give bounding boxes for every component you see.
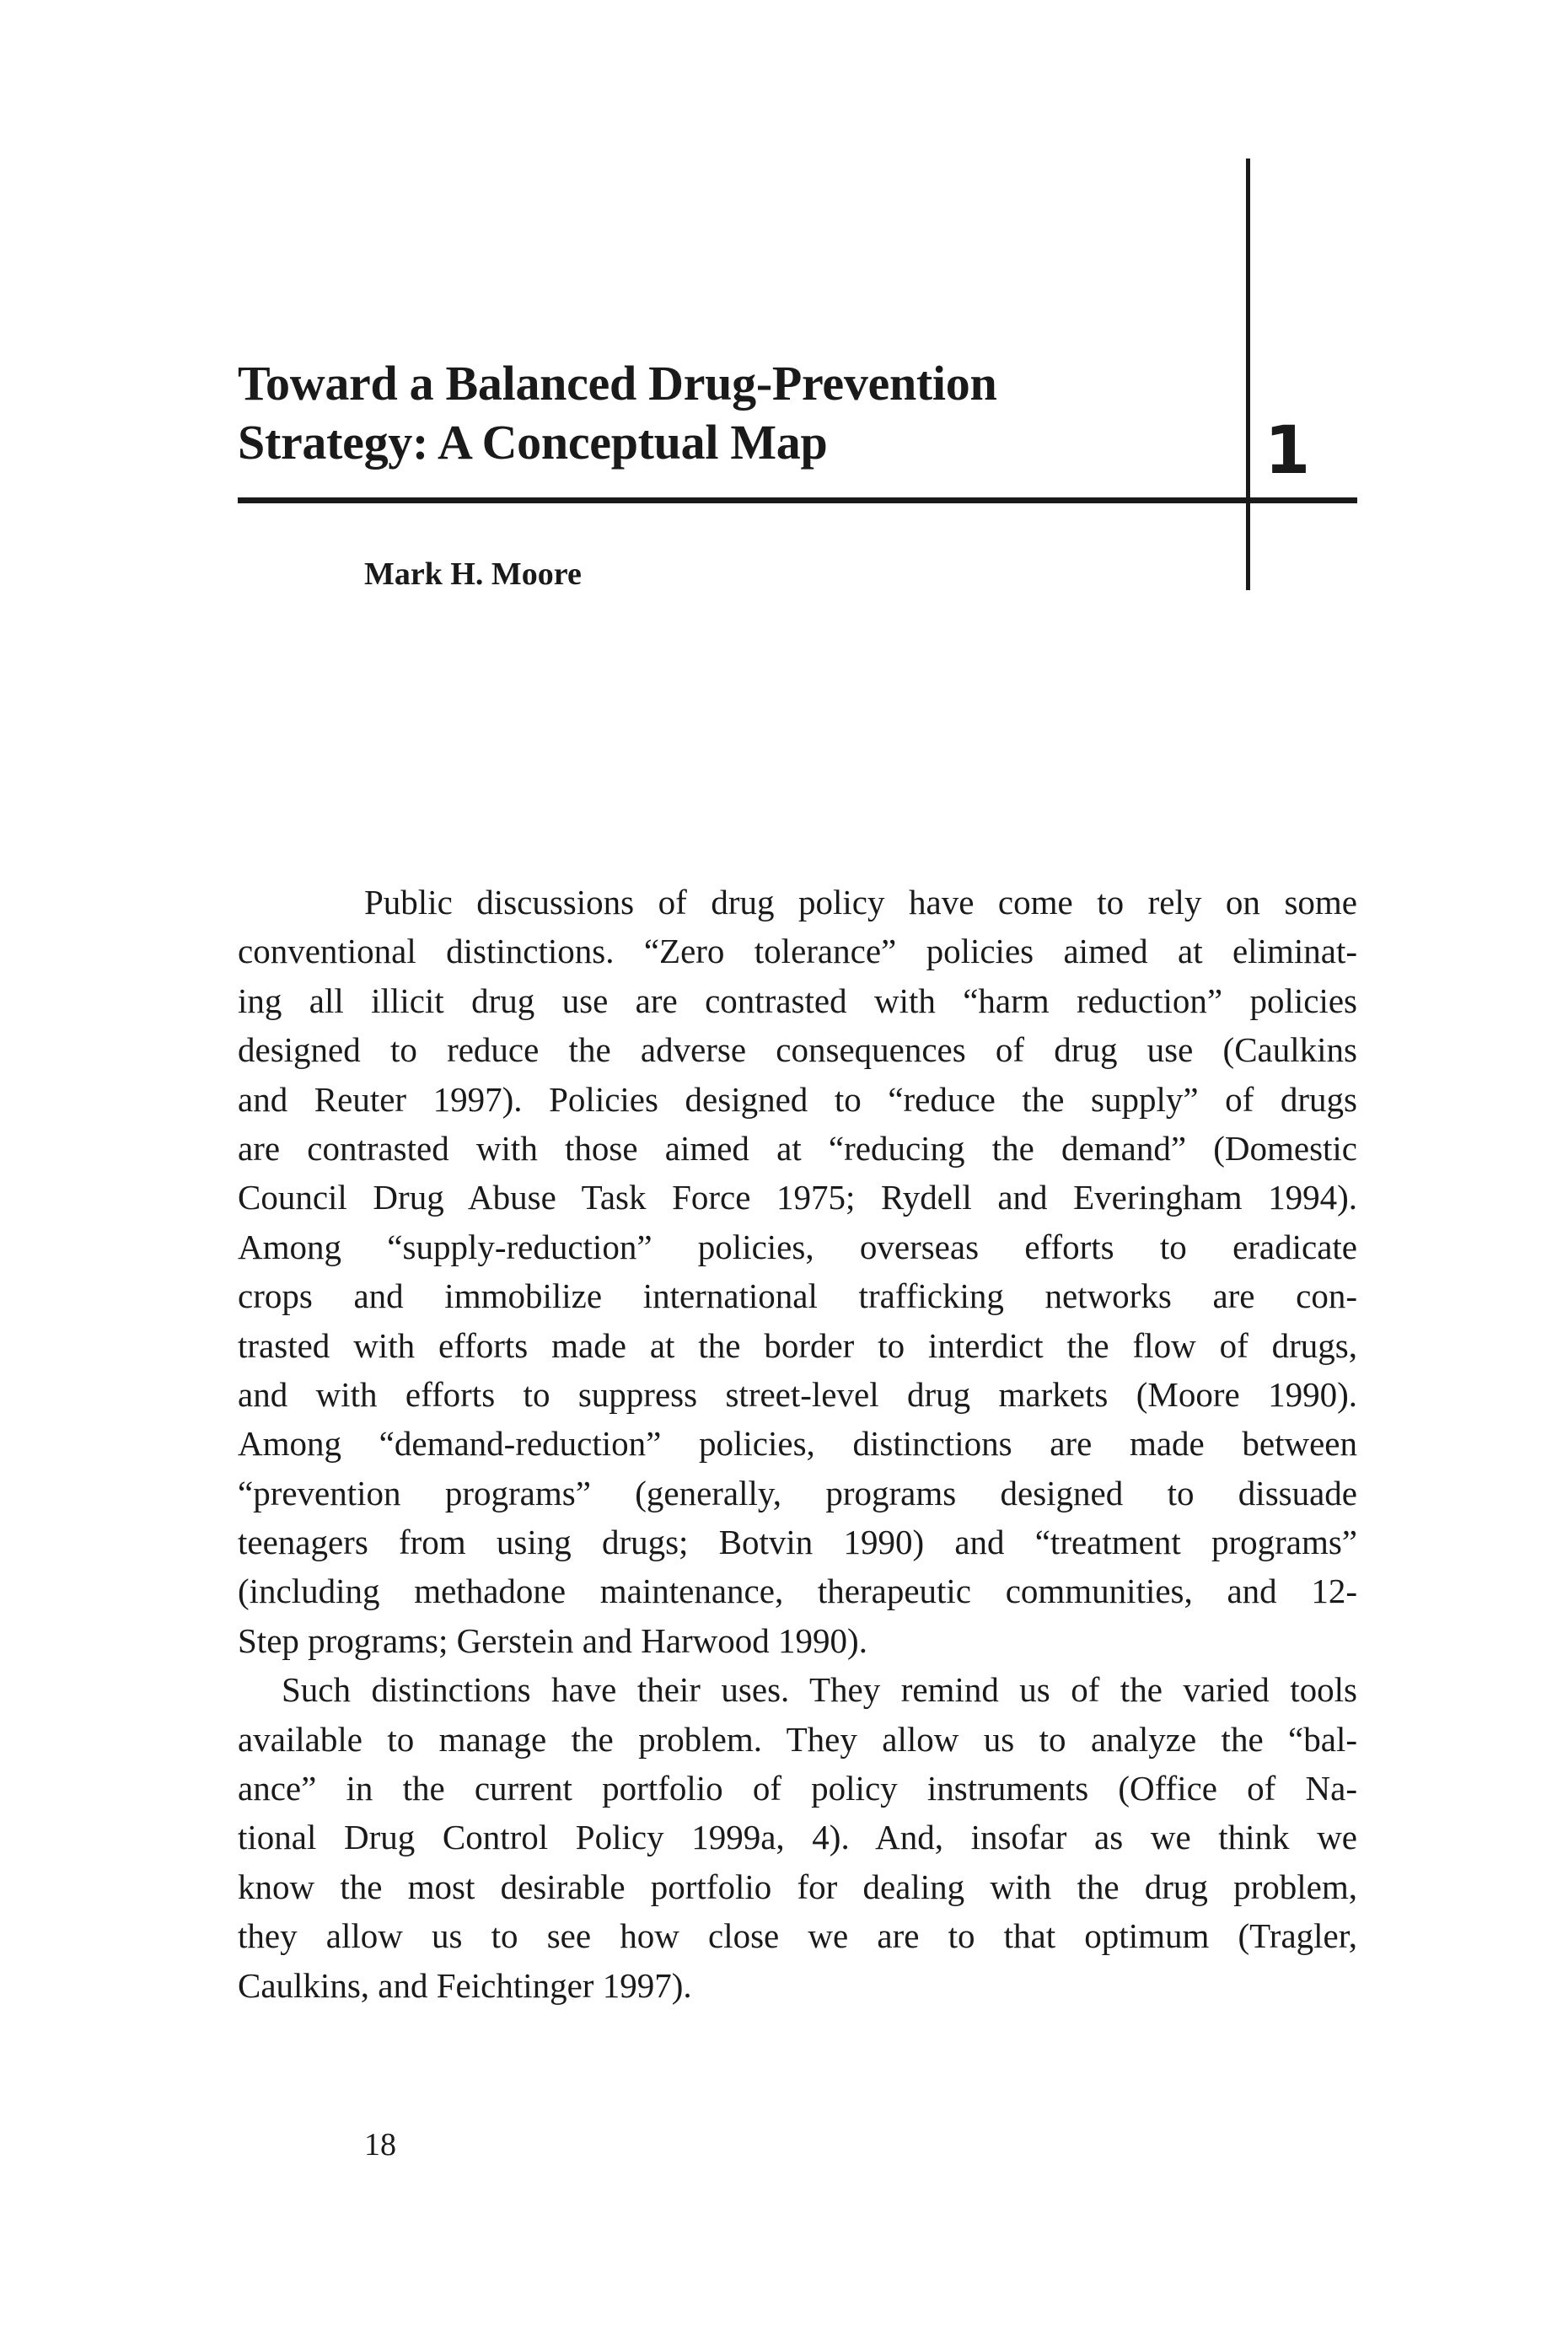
text-line: tional Drug Control Policy 1999a, 4). And, insofar as we think we [238, 1818, 1357, 1857]
text-line: know the most desirable portfolio for dealing with the drug problem, [238, 1867, 1357, 1906]
chapter-vertical-rule [1246, 159, 1250, 590]
text-line: Step programs; Gerstein and Harwood 1990). [238, 1620, 867, 1660]
text-line: they allow us to see how close we are to that optimum (Tragler, [238, 1916, 1357, 1956]
text-line: “prevention programs” (generally, programs designed to dissuade [238, 1473, 1357, 1512]
chapter-title-line-2: Strategy: A Conceptual Map [238, 415, 828, 470]
text-line: are contrasted with those aimed at “reducing the demand” (Domestic [238, 1128, 1357, 1168]
text-line: crops and immobilize international trafficking networks are con- [238, 1276, 1357, 1316]
chapter-author: Mark H. Moore [364, 556, 582, 592]
paragraph-1 [238, 878, 1357, 1665]
text-line: (including methadone maintenance, therapeutic communities, and 12- [238, 1572, 1357, 1611]
text-line: Council Drug Abuse Task Force 1975; Rydell and Everingham 1994). [238, 1178, 1357, 1217]
text-line: designed to reduce the adverse consequences of drug use (Caulkins [238, 1030, 1357, 1070]
text-line: conventional distinctions. “Zero tolerance” policies aimed at eliminat- [238, 932, 1357, 971]
text-line: and Reuter 1997). Policies designed to “reduce the supply” of drugs [238, 1079, 1357, 1119]
text-line: Such distinctions have their uses. They remind us of the varied tools [282, 1670, 1357, 1710]
body-text [238, 878, 1357, 2010]
text-line: trasted with efforts made at the border to interdict the flow of drugs, [238, 1325, 1357, 1365]
text-line: available to manage the problem. They allow us to analyze the “bal- [238, 1719, 1357, 1759]
text-line: Among “supply-reduction” policies, overseas efforts to eradicate [238, 1227, 1357, 1266]
page-number: 18 [364, 2127, 396, 2163]
chapter-title-line-1: Toward a Balanced Drug-Prevention [238, 356, 997, 411]
text-line: and with efforts to suppress street-level drug markets (Moore 1990). [238, 1374, 1357, 1414]
text-line: teenagers from using drugs; Botvin 1990) and “treatment programs” [238, 1523, 1357, 1562]
chapter-number: 1 [1265, 413, 1311, 489]
text-line: Among “demand-reduction” policies, distinctions are made between [238, 1424, 1357, 1464]
chapter-horizontal-rule [238, 497, 1357, 503]
chapter-title [238, 354, 1207, 472]
text-line: Public discussions of drug policy have come to rely on some [364, 883, 1357, 921]
paragraph-2 [238, 1665, 1357, 2010]
text-line: ing all illicit drug use are contrasted with “harm reduction” policies [238, 981, 1357, 1020]
text-line: ance” in the current portfolio of policy instruments (Office of Na- [238, 1769, 1357, 1808]
text-line: Caulkins, and Feichtinger 1997). [238, 1965, 692, 2005]
